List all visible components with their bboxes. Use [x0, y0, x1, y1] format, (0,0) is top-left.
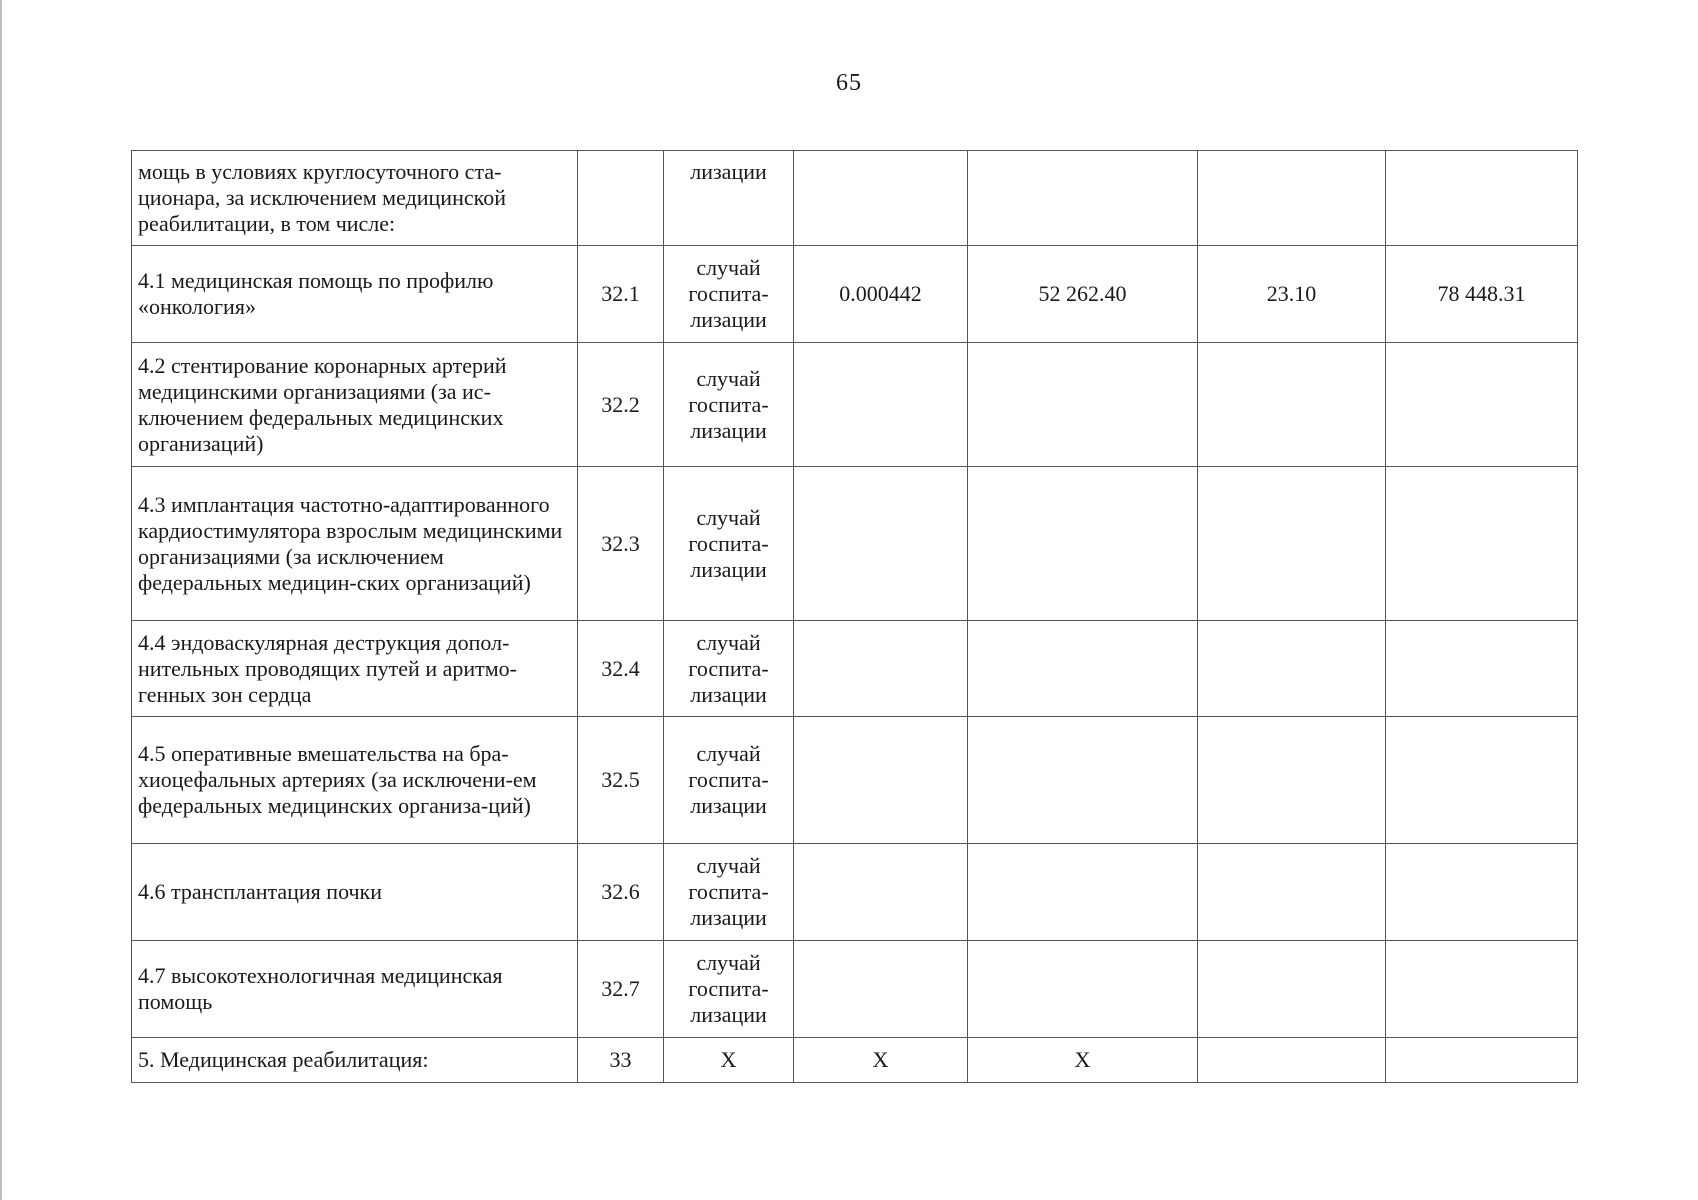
row-value-2 — [968, 717, 1198, 844]
row-unit: случай госпита-лизации — [664, 941, 794, 1038]
row-value-1 — [794, 717, 968, 844]
row-unit: случай госпита-лизации — [664, 467, 794, 621]
row-value-3 — [1198, 467, 1386, 621]
row-value-3 — [1198, 941, 1386, 1038]
row-description: мощь в условиях круглосуточного ста-ционара, за исключением медицинской реабилитации, в том числе: — [132, 151, 578, 246]
row-value-3 — [1198, 343, 1386, 467]
row-description: 4.5 оперативные вмешательства на бра-хиоцефальных артериях (за исключени-ем федеральных медицинских организа-ций) — [132, 717, 578, 844]
row-number: 32.4 — [578, 621, 664, 717]
row-description: 4.3 имплантация частотно-адаптированного кардиостимулятора взрослым медицинскими организациями (за исключением федеральных медицин-ских организаций) — [132, 467, 578, 621]
row-value-1 — [794, 151, 968, 246]
row-value-4 — [1386, 343, 1578, 467]
row-value-1 — [794, 941, 968, 1038]
row-value-4 — [1386, 1038, 1578, 1083]
row-value-1: Х — [794, 1038, 968, 1083]
row-unit: случай госпита-лизации — [664, 343, 794, 467]
row-number: 32.1 — [578, 246, 664, 343]
table-row — [132, 246, 1578, 343]
row-value-2 — [968, 844, 1198, 941]
row-value-4 — [1386, 151, 1578, 246]
row-description: 5. Медицинская реабилитация: — [132, 1038, 578, 1083]
table-row — [132, 941, 1578, 1038]
row-description: 4.1 медицинская помощь по профилю «онкология» — [132, 246, 578, 343]
row-value-4: 78 448.31 — [1386, 246, 1578, 343]
row-description: 4.2 стентирование коронарных артерий медицинскими организациями (за ис-ключением федеральных медицинских организаций) — [132, 343, 578, 467]
page-left-edge — [0, 0, 2, 1200]
row-value-1 — [794, 343, 968, 467]
row-value-2 — [968, 621, 1198, 717]
row-description: 4.4 эндоваскулярная деструкция допол-нительных проводящих путей и аритмо-генных зон сердца — [132, 621, 578, 717]
row-unit: лизации — [664, 151, 794, 246]
row-value-1 — [794, 621, 968, 717]
table-row — [132, 467, 1578, 621]
row-value-3: 23.10 — [1198, 246, 1386, 343]
row-number — [578, 151, 664, 246]
row-value-3 — [1198, 717, 1386, 844]
row-value-3 — [1198, 1038, 1386, 1083]
row-number: 32.6 — [578, 844, 664, 941]
row-value-3 — [1198, 621, 1386, 717]
row-value-2 — [968, 941, 1198, 1038]
row-value-3 — [1198, 151, 1386, 246]
table-row — [132, 844, 1578, 941]
row-number: 32.3 — [578, 467, 664, 621]
row-value-4 — [1386, 844, 1578, 941]
row-value-1 — [794, 844, 968, 941]
row-value-3 — [1198, 844, 1386, 941]
row-value-2 — [968, 467, 1198, 621]
data-table — [131, 150, 1578, 1083]
row-number: 33 — [578, 1038, 664, 1083]
table-row — [132, 151, 1578, 246]
row-value-2: 52 262.40 — [968, 246, 1198, 343]
row-value-2: Х — [968, 1038, 1198, 1083]
row-number: 32.5 — [578, 717, 664, 844]
table-row — [132, 717, 1578, 844]
row-number: 32.2 — [578, 343, 664, 467]
row-value-4 — [1386, 621, 1578, 717]
row-unit: случай госпита-лизации — [664, 717, 794, 844]
row-value-1 — [794, 467, 968, 621]
table-row — [132, 621, 1578, 717]
row-value-2 — [968, 151, 1198, 246]
row-value-2 — [968, 343, 1198, 467]
row-unit: случай госпита-лизации — [664, 621, 794, 717]
row-value-4 — [1386, 717, 1578, 844]
row-number: 32.7 — [578, 941, 664, 1038]
row-unit: Х — [664, 1038, 794, 1083]
row-value-4 — [1386, 467, 1578, 621]
table-row — [132, 343, 1578, 467]
row-unit: случай госпита-лизации — [664, 246, 794, 343]
table-row — [132, 1038, 1578, 1083]
page-number: 65 — [836, 70, 862, 96]
row-unit: случай госпита-лизации — [664, 844, 794, 941]
row-description: 4.6 трансплантация почки — [132, 844, 578, 941]
row-value-1: 0.000442 — [794, 246, 968, 343]
row-value-4 — [1386, 941, 1578, 1038]
row-description: 4.7 высокотехнологичная медицинская помощь — [132, 941, 578, 1038]
